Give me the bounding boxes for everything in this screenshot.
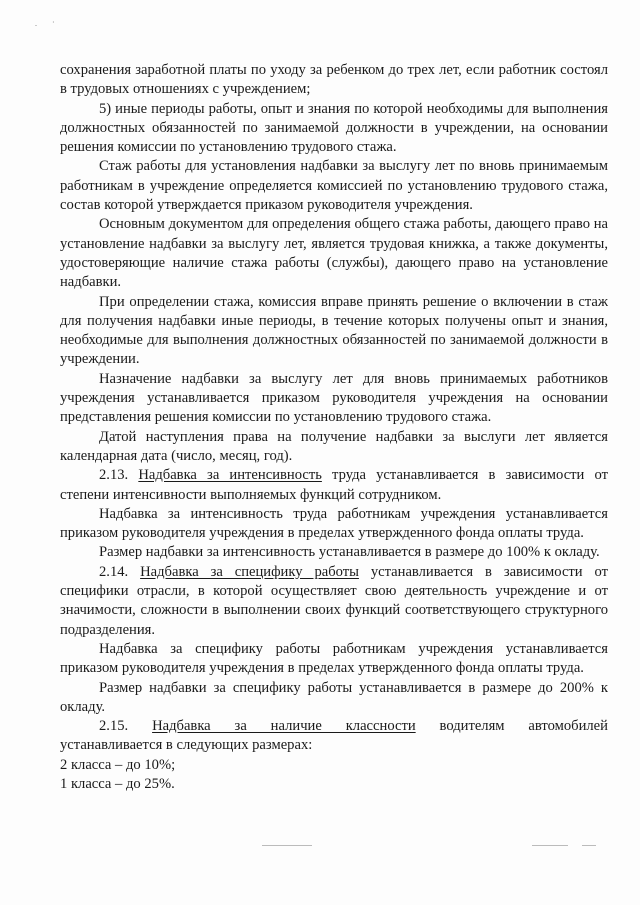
paragraph: Надбавка за специфику работы работникам учреждения устанавливается приказом руководителя учреждения в пределах утвержденного фонда оплаты труда. — [60, 640, 608, 677]
section-heading-underlined: Надбавка за специфику работы — [140, 563, 359, 580]
section-text: устанавливается в зависимости от специфики отрасли, в которой осуществляет свою деятельность учреждение и от значимости, сложности в выполнении своих функций соответствующего структурного подразделения. — [60, 563, 608, 638]
document-body — [60, 61, 608, 794]
section-text-continued: устанавливается в следующих размерах: — [60, 737, 313, 754]
section-2-14 — [60, 563, 608, 640]
list-item: 2 класса – до 10%; — [60, 756, 176, 773]
paragraph: Размер надбавки за интенсивность устанавливается в размере до 100% к окладу. — [99, 544, 600, 561]
paragraph: сохранения заработной платы по уходу за ребенком до трех лет, если работник состоял в трудовых отношениях с учреждением; — [60, 62, 608, 98]
scan-line — [582, 845, 596, 846]
paragraph: Размер надбавки за специфику работы устанавливается в размере до 200% к окладу. — [60, 679, 608, 715]
section-number: 2.15. — [99, 718, 129, 735]
section-heading-underlined: Надбавка за наличие классности — [152, 718, 416, 735]
section-text: водителям автомобилей — [415, 718, 608, 735]
paragraph: Датой наступления права на получение надбавки за выслуги лет является календарная дата (число, месяц, год). — [60, 428, 608, 464]
scan-speck: . — [35, 19, 37, 28]
paragraph: Надбавка за интенсивность труда работникам учреждения устанавливается приказом руководителя учреждения в пределах утвержденного фонда оплаты труда. — [60, 505, 608, 542]
section-number: 2.13. — [99, 467, 129, 484]
list-item: 1 класса – до 25%. — [60, 775, 175, 792]
paragraph: Основным документом для определения общего стажа работы, дающего право на установление надбавки за выслугу лет, является трудовая книжка, а также документы, удостоверяющие наличие стажа работы (службы), дающего право на установление надбавки. — [60, 216, 608, 291]
paragraph: 5) иные периоды работы, опыт и знания по которой необходимы для выполнения должностных обязанностей по занимаемой должности в учреждении, на основании решения комиссии по установлению трудового стажа. — [60, 100, 608, 156]
scan-speck: · — [52, 18, 55, 27]
section-2-13 — [60, 466, 608, 505]
paragraph: Назначение надбавки за выслугу лет для вновь принимаемых работников учреждения устанавливается приказом руководителя учреждения на основании представления решения комиссии по установлению трудового стажа. — [60, 370, 608, 426]
section-text: труда устанавливается в зависимости от степени интенсивности выполняемых функций сотрудником. — [60, 467, 608, 503]
section-2-15 — [60, 717, 608, 736]
scan-line — [532, 845, 568, 846]
section-heading-underlined: Надбавка за интенсивность — [138, 467, 322, 484]
scan-line — [262, 845, 312, 846]
section-number: 2.14. — [99, 563, 129, 580]
paragraph: При определении стажа, комиссия вправе принять решение о включении в стаж для получения надбавки иные периоды, в течение которых получены опыт и знания, необходимые для выполнения должностных обязанностей по занимаемой должности в учреждении. — [60, 293, 608, 368]
paragraph: Стаж работы для установления надбавки за выслугу лет по вновь принимаемым работникам в учреждение определяется комиссией по установлению трудового стажа, состав которой утверждается приказом руководителя учреждения. — [60, 158, 608, 214]
